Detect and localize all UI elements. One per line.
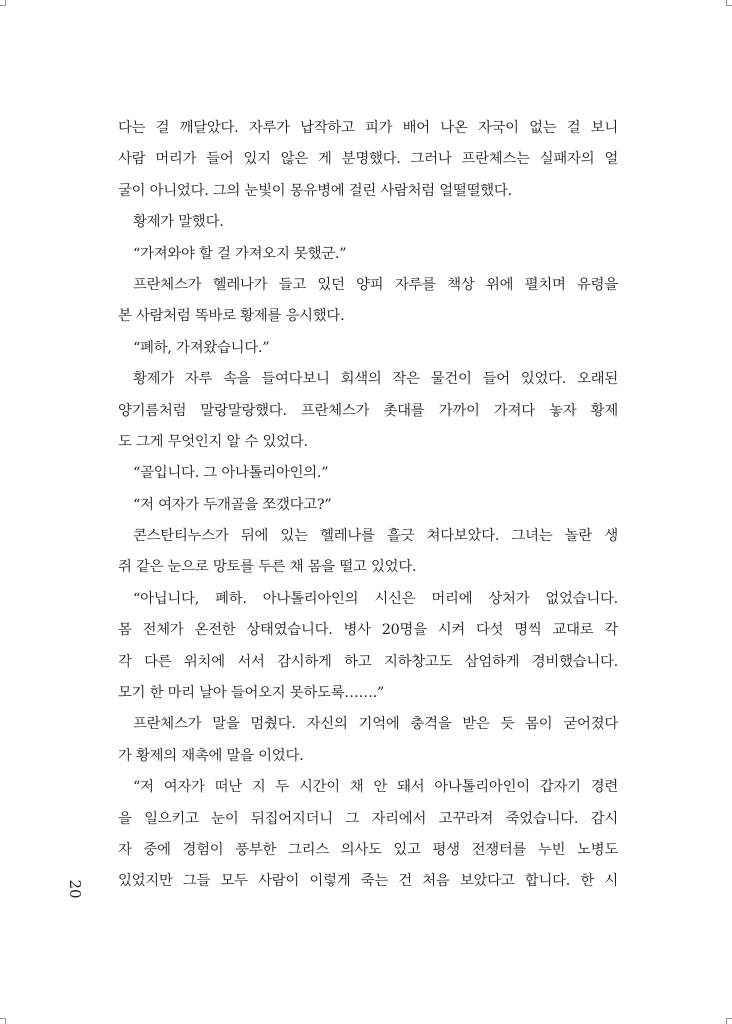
text-line: “아닙니다, 폐하. 아나톨리아인의 시신은 머리에 상처가 없었습니다. [133,590,618,607]
text-line: 각 다른 위치에 서서 감시하게 하고 지하창고도 삼엄하게 경비했습니다. [118,653,618,670]
text-line: “저 여자가 떠난 지 두 시간이 채 안 돼서 아나톨리아인이 갑자기 경련 [133,779,618,796]
crop-mark-top-right-vertical [726,0,727,6]
text-line: 황제가 자루 속을 들여다보니 회색의 작은 물건이 들어 있었다. 오래된 [133,371,618,388]
text-line: 콘스탄티누스가 뒤에 있는 헬레나를 흘긋 쳐다보았다. 그녀는 놀란 생 [133,528,618,545]
text-line: 본 사람처럼 똑바로 황제를 응시했다. [118,308,345,325]
text-line: 자 중에 경험이 풍부한 그리스 의사도 있고 평생 전쟁터를 누빈 노병도 [118,841,618,858]
crop-mark-bottom-left-vertical [5,1018,6,1024]
text-line: 굴이 아니었다. 그의 눈빛이 몽유병에 걸린 사람처럼 얼떨떨했다. [118,182,512,199]
text-line: 사람 머리가 들어 있지 않은 게 분명했다. 그러나 프란체스는 실패자의 얼 [118,151,618,168]
text-line: 가 황제의 재촉에 말을 이었다. [118,747,304,764]
crop-mark-bottom-right-vertical [726,1018,727,1024]
text-line: 도 그게 무엇인지 알 수 있었다. [118,433,308,450]
text-line: 프란체스가 헬레나가 들고 있던 양피 자루를 책상 위에 펼치며 유령을 [133,276,618,293]
text-line: 모기 한 마리 날아 들어오지 못하도록…….” [118,685,385,702]
crop-mark-top-left-vertical [5,0,6,6]
text-line: 있었지만 그들 모두 사람이 이렇게 죽는 건 처음 보았다고 합니다. 한 시 [118,873,618,890]
body-text [118,113,618,898]
text-line: 을 일으키고 눈이 뒤집어지더니 그 자리에서 고꾸라져 죽었습니다. 감시 [118,810,618,827]
text-line: 다는 걸 깨달았다. 자루가 납작하고 피가 배어 나온 자국이 없는 걸 보니 [118,120,618,136]
text-line: 쥐 같은 눈으로 망토를 두른 채 몸을 떨고 있었다. [118,559,417,576]
text-line: “가져와야 할 걸 가져오지 못했군.” [133,245,347,262]
text-line: 황제가 말했다. [133,214,224,231]
text-line: 프란체스가 말을 멈췄다. 자신의 기억에 충격을 받은 듯 몸이 굳어졌다 [133,716,618,733]
text-line: 양기름처럼 말랑말랑했다. 프란체스가 촛대를 가까이 가져다 놓자 황제 [118,402,618,419]
page-number: 20 [66,879,84,899]
text-line: “폐하, 가져왔습니다.” [133,339,270,356]
text-line: 몸 전체가 온전한 상태였습니다. 병사 20명을 시켜 다섯 명씩 교대로 각 [118,622,618,639]
text-line: “골입니다. 그 아나톨리아인의.” [133,465,329,482]
text-line: “저 여자가 두개골을 쪼갰다고?” [133,496,332,513]
